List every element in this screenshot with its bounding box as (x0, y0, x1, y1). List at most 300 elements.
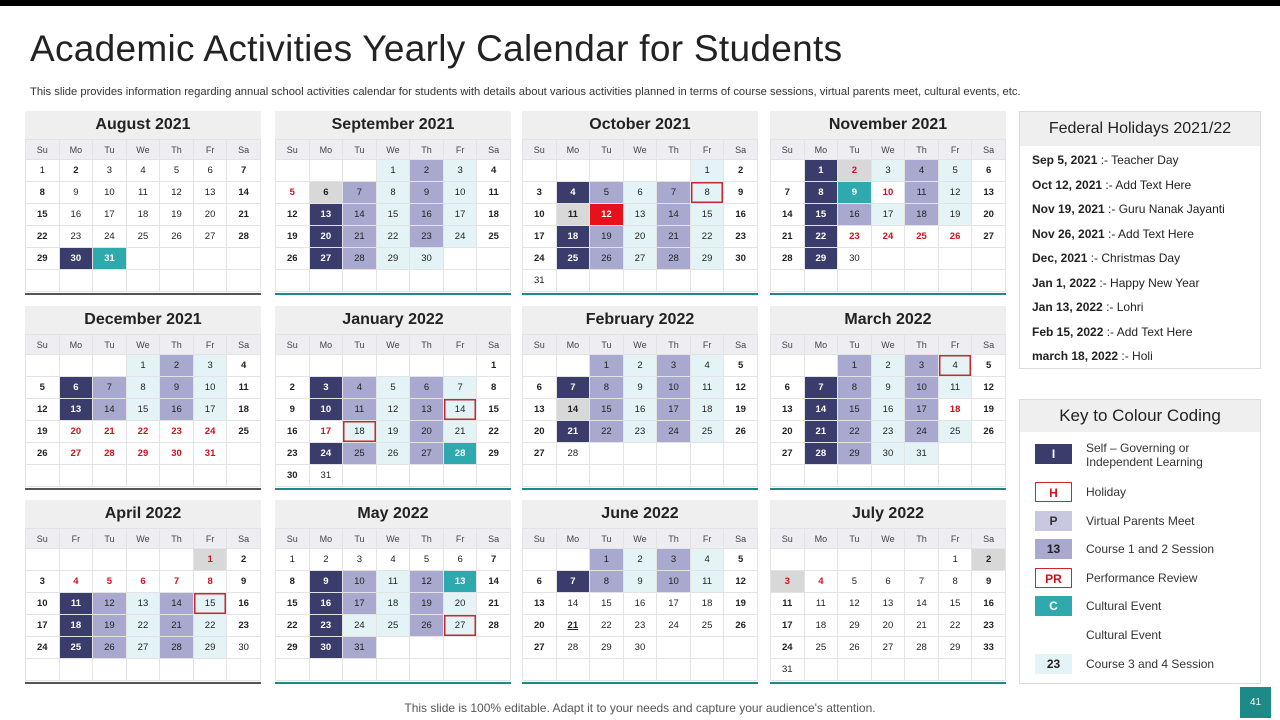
holiday-name: :- Happy New Year (1096, 275, 1200, 290)
weekday-header: Th (657, 140, 691, 160)
week-row (771, 270, 1006, 292)
day-cell: 16 (871, 399, 905, 421)
day-cell (410, 465, 444, 487)
day-cell: 13 (523, 593, 557, 615)
day-cell: 11 (690, 571, 724, 593)
day-cell: 22 (126, 421, 160, 443)
day-cell (590, 465, 624, 487)
legend-swatch: I (1035, 444, 1072, 464)
day-cell: 26 (93, 637, 127, 659)
day-cell: 29 (276, 637, 310, 659)
day-cell: 12 (590, 204, 624, 226)
day-cell: 23 (276, 443, 310, 465)
day-cell: 9 (309, 571, 343, 593)
day-cell (443, 270, 477, 292)
day-cell: 7 (443, 377, 477, 399)
top-bar (0, 0, 1280, 6)
day-cell (227, 465, 261, 487)
day-cell: 10 (309, 399, 343, 421)
day-cell: 16 (838, 204, 872, 226)
day-cell: 2 (724, 160, 758, 182)
holidays-title: Federal Holidays 2021/22 (1020, 112, 1260, 146)
day-cell (938, 270, 972, 292)
holiday-date: march 18, 2022 (1032, 349, 1119, 363)
day-cell: 4 (126, 160, 160, 182)
day-cell: 2 (838, 160, 872, 182)
day-cell (309, 270, 343, 292)
day-cell (477, 270, 511, 292)
legend-panel (1019, 399, 1261, 684)
day-cell (690, 270, 724, 292)
day-cell (26, 270, 60, 292)
holiday-name: :- Add Text Here (1103, 324, 1193, 339)
week-row (771, 465, 1006, 487)
weekday-header: Fr (59, 529, 93, 549)
weekday-header: Th (160, 529, 194, 549)
day-cell: 25 (804, 637, 838, 659)
weekday-header: Su (771, 529, 805, 549)
week-row (771, 182, 1006, 204)
day-cell: 5 (93, 571, 127, 593)
day-cell: 5 (160, 160, 194, 182)
legend-item (1035, 539, 1255, 561)
day-cell: 18 (938, 399, 972, 421)
day-cell: 25 (376, 615, 410, 637)
day-cell: 10 (93, 182, 127, 204)
day-cell: 11 (771, 593, 805, 615)
week-row (771, 571, 1006, 593)
weekday-header: We (871, 140, 905, 160)
day-cell: 28 (443, 443, 477, 465)
day-cell: 16 (972, 593, 1006, 615)
weekday-header: We (623, 140, 657, 160)
week-row (276, 443, 511, 465)
day-cell: 7 (93, 377, 127, 399)
holiday-date: Nov 19, 2021 (1032, 202, 1105, 216)
week-row (523, 659, 758, 681)
day-cell (59, 355, 93, 377)
day-cell: 30 (838, 248, 872, 270)
day-cell: 11 (343, 399, 377, 421)
day-cell (126, 270, 160, 292)
day-cell: 24 (523, 248, 557, 270)
day-cell: 10 (443, 182, 477, 204)
week-row (26, 615, 261, 637)
week-row (26, 443, 261, 465)
day-cell: 8 (838, 377, 872, 399)
day-cell (343, 270, 377, 292)
day-cell: 3 (443, 160, 477, 182)
day-cell (938, 443, 972, 465)
day-cell (771, 160, 805, 182)
holidays-panel (1019, 111, 1261, 369)
day-cell: 23 (160, 421, 194, 443)
day-cell: 28 (905, 637, 939, 659)
day-cell: 30 (276, 465, 310, 487)
day-cell (623, 659, 657, 681)
day-cell (690, 465, 724, 487)
day-cell: 19 (938, 204, 972, 226)
day-cell: 10 (871, 182, 905, 204)
day-cell: 11 (59, 593, 93, 615)
day-cell (26, 549, 60, 571)
day-cell: 16 (623, 593, 657, 615)
day-cell: 31 (309, 465, 343, 487)
day-cell: 25 (905, 226, 939, 248)
day-cell: 1 (193, 549, 227, 571)
day-cell: 7 (556, 571, 590, 593)
week-row (276, 160, 511, 182)
weekday-header: Fr (690, 529, 724, 549)
weekday-header: We (623, 335, 657, 355)
day-cell (724, 659, 758, 681)
week-row (276, 571, 511, 593)
day-cell: 5 (972, 355, 1006, 377)
day-cell: 22 (126, 615, 160, 637)
week-row (26, 637, 261, 659)
day-cell (556, 659, 590, 681)
day-cell (126, 248, 160, 270)
day-cell: 15 (590, 593, 624, 615)
legend-label: Course 1 and 2 Session (1086, 542, 1215, 556)
day-cell: 2 (623, 355, 657, 377)
week-row (276, 549, 511, 571)
day-cell: 29 (838, 443, 872, 465)
weekday-header: Su (771, 140, 805, 160)
weekday-header: Su (26, 529, 60, 549)
legend-swatch: 13 (1035, 539, 1072, 559)
day-cell (410, 659, 444, 681)
week-row (523, 248, 758, 270)
day-cell (938, 465, 972, 487)
day-cell: 4 (343, 377, 377, 399)
day-cell: 2 (160, 355, 194, 377)
day-cell (972, 248, 1006, 270)
day-cell (623, 465, 657, 487)
day-cell (623, 160, 657, 182)
holiday-item (1032, 271, 1260, 296)
day-cell: 3 (657, 355, 691, 377)
day-cell (523, 355, 557, 377)
holiday-item (1032, 246, 1260, 271)
day-cell (690, 443, 724, 465)
day-cell: 16 (623, 399, 657, 421)
month-calendar (275, 306, 511, 490)
day-cell: 1 (126, 355, 160, 377)
weekday-header: Sa (227, 335, 261, 355)
day-cell: 13 (59, 399, 93, 421)
day-cell (657, 270, 691, 292)
day-cell: 11 (804, 593, 838, 615)
week-row (771, 549, 1006, 571)
day-cell: 4 (376, 549, 410, 571)
day-cell: 8 (193, 571, 227, 593)
week-row (771, 593, 1006, 615)
day-cell: 10 (657, 377, 691, 399)
day-cell: 8 (804, 182, 838, 204)
month-underline (770, 293, 1006, 295)
day-cell: 24 (309, 443, 343, 465)
day-cell: 18 (343, 421, 377, 443)
day-cell: 22 (590, 421, 624, 443)
day-cell (523, 659, 557, 681)
weekday-header: Th (410, 335, 444, 355)
day-cell: 5 (26, 377, 60, 399)
day-cell: 11 (227, 377, 261, 399)
day-cell: 9 (160, 377, 194, 399)
weekday-header: Tu (590, 140, 624, 160)
day-cell (623, 443, 657, 465)
day-cell: 10 (343, 571, 377, 593)
day-cell: 28 (657, 248, 691, 270)
week-row (276, 615, 511, 637)
weekday-header: We (376, 140, 410, 160)
day-cell: 30 (871, 443, 905, 465)
day-cell: 29 (804, 248, 838, 270)
day-cell: 21 (556, 615, 590, 637)
day-cell: 7 (556, 377, 590, 399)
day-cell: 21 (443, 421, 477, 443)
week-row (276, 593, 511, 615)
day-cell (657, 465, 691, 487)
month-calendar (522, 111, 758, 295)
day-cell: 6 (623, 182, 657, 204)
day-cell (193, 248, 227, 270)
weekday-header: Th (905, 335, 939, 355)
day-cell: 20 (410, 421, 444, 443)
weekday-header: Fr (443, 529, 477, 549)
day-cell: 15 (838, 399, 872, 421)
day-cell: 6 (309, 182, 343, 204)
day-cell (59, 465, 93, 487)
day-cell: 22 (376, 226, 410, 248)
weekday-header: Fr (938, 335, 972, 355)
month-underline (770, 488, 1006, 490)
holiday-date: Jan 13, 2022 (1032, 300, 1103, 314)
day-cell: 9 (724, 182, 758, 204)
weekday-header: Th (160, 335, 194, 355)
day-cell: 20 (309, 226, 343, 248)
weekday-header: Th (657, 335, 691, 355)
day-cell: 26 (724, 421, 758, 443)
day-cell: 31 (193, 443, 227, 465)
day-cell (804, 270, 838, 292)
day-cell: 11 (126, 182, 160, 204)
day-cell (556, 549, 590, 571)
week-row (523, 593, 758, 615)
day-cell: 18 (690, 399, 724, 421)
day-cell (905, 248, 939, 270)
day-cell (905, 465, 939, 487)
day-cell: 3 (771, 571, 805, 593)
month-title: April 2022 (25, 500, 261, 528)
day-cell (227, 248, 261, 270)
day-cell: 24 (905, 421, 939, 443)
day-cell: 6 (59, 377, 93, 399)
day-cell (938, 659, 972, 681)
day-cell: 20 (871, 615, 905, 637)
weekday-header: We (376, 335, 410, 355)
weekday-header: Mo (804, 140, 838, 160)
day-cell: 7 (477, 549, 511, 571)
weekday-header: We (126, 529, 160, 549)
legend-label: Virtual Parents Meet (1086, 514, 1195, 528)
day-cell: 13 (443, 571, 477, 593)
day-cell: 25 (556, 248, 590, 270)
day-cell: 26 (838, 637, 872, 659)
day-cell: 5 (410, 549, 444, 571)
weekday-header: Tu (590, 529, 624, 549)
day-cell: 4 (690, 549, 724, 571)
day-cell: 23 (972, 615, 1006, 637)
month-calendar (770, 306, 1006, 490)
day-cell: 17 (343, 593, 377, 615)
day-cell (309, 355, 343, 377)
day-cell: 2 (972, 549, 1006, 571)
month-calendar (25, 306, 261, 490)
legend-swatch (1035, 625, 1072, 645)
day-cell: 2 (59, 160, 93, 182)
holiday-date: Sep 5, 2021 (1032, 153, 1098, 167)
day-cell (590, 659, 624, 681)
day-cell: 4 (938, 355, 972, 377)
day-cell: 28 (556, 637, 590, 659)
day-cell (193, 659, 227, 681)
weekday-header: Fr (690, 335, 724, 355)
day-cell: 12 (972, 377, 1006, 399)
holiday-item (1032, 344, 1260, 369)
day-cell (838, 659, 872, 681)
day-cell: 17 (193, 399, 227, 421)
day-cell: 1 (276, 549, 310, 571)
day-cell: 19 (590, 226, 624, 248)
week-row (523, 377, 758, 399)
legend-item (1035, 441, 1255, 469)
day-cell: 26 (972, 421, 1006, 443)
day-cell (804, 465, 838, 487)
day-cell: 12 (724, 571, 758, 593)
day-cell: 5 (938, 160, 972, 182)
day-cell: 2 (623, 549, 657, 571)
day-cell: 25 (227, 421, 261, 443)
day-cell: 21 (93, 421, 127, 443)
week-row (523, 399, 758, 421)
weekday-header: Tu (590, 335, 624, 355)
day-cell: 22 (690, 226, 724, 248)
day-cell: 15 (26, 204, 60, 226)
day-cell (972, 443, 1006, 465)
month-calendar (522, 306, 758, 490)
day-cell (477, 637, 511, 659)
month-title: February 2022 (522, 306, 758, 334)
holiday-name: :- Add Text Here (1104, 226, 1194, 241)
day-cell: 28 (771, 248, 805, 270)
month-table (522, 139, 758, 292)
day-cell (905, 549, 939, 571)
weekday-header: Su (523, 335, 557, 355)
day-cell: 19 (160, 204, 194, 226)
day-cell: 19 (93, 615, 127, 637)
day-cell: 22 (193, 615, 227, 637)
day-cell: 5 (724, 549, 758, 571)
month-table (522, 528, 758, 681)
day-cell (556, 270, 590, 292)
day-cell: 21 (657, 226, 691, 248)
day-cell: 3 (343, 549, 377, 571)
weekday-header: Tu (838, 335, 872, 355)
week-row (523, 355, 758, 377)
holiday-date: Jan 1, 2022 (1032, 275, 1097, 290)
week-row (26, 421, 261, 443)
weekday-header: We (126, 140, 160, 160)
week-row (276, 248, 511, 270)
day-cell (690, 659, 724, 681)
day-cell: 10 (523, 204, 557, 226)
week-row (771, 637, 1006, 659)
day-cell: 17 (657, 399, 691, 421)
day-cell: 8 (477, 377, 511, 399)
weekday-header: Th (410, 140, 444, 160)
day-cell (93, 355, 127, 377)
legend-swatch: P (1035, 511, 1072, 531)
day-cell: 6 (523, 571, 557, 593)
day-cell (126, 465, 160, 487)
day-cell: 9 (227, 571, 261, 593)
day-cell: 24 (93, 226, 127, 248)
page-subtitle: This slide provides information regarding annual school activities calendar for students with details about various activities planned in terms of course sessions, virtual parents meet, cultural events, etc. (30, 86, 1021, 98)
day-cell: 17 (905, 399, 939, 421)
weekday-header: Fr (690, 140, 724, 160)
day-cell: 6 (410, 377, 444, 399)
day-cell: 8 (126, 377, 160, 399)
day-cell (443, 659, 477, 681)
week-row (26, 399, 261, 421)
day-cell: 24 (343, 615, 377, 637)
holiday-date: Feb 15, 2022 (1032, 324, 1104, 339)
day-cell: 25 (938, 421, 972, 443)
legend-swatch: H (1035, 482, 1072, 502)
week-row (523, 549, 758, 571)
day-cell: 26 (410, 615, 444, 637)
day-cell (771, 549, 805, 571)
legend-item (1035, 596, 1255, 618)
day-cell (410, 270, 444, 292)
week-row (276, 465, 511, 487)
week-row (276, 377, 511, 399)
week-row (771, 421, 1006, 443)
day-cell (193, 270, 227, 292)
day-cell (343, 160, 377, 182)
day-cell: 4 (556, 182, 590, 204)
weekday-header: Th (160, 140, 194, 160)
day-cell (804, 355, 838, 377)
day-cell (59, 659, 93, 681)
week-row (771, 226, 1006, 248)
day-cell: 29 (590, 637, 624, 659)
week-row (26, 465, 261, 487)
day-cell: 18 (227, 399, 261, 421)
day-cell: 13 (126, 593, 160, 615)
weekday-header: Su (26, 140, 60, 160)
day-cell (443, 637, 477, 659)
month-underline (770, 682, 1006, 684)
day-cell (905, 270, 939, 292)
day-cell: 14 (804, 399, 838, 421)
day-cell: 31 (343, 637, 377, 659)
day-cell: 10 (905, 377, 939, 399)
week-row (26, 549, 261, 571)
week-row (276, 182, 511, 204)
